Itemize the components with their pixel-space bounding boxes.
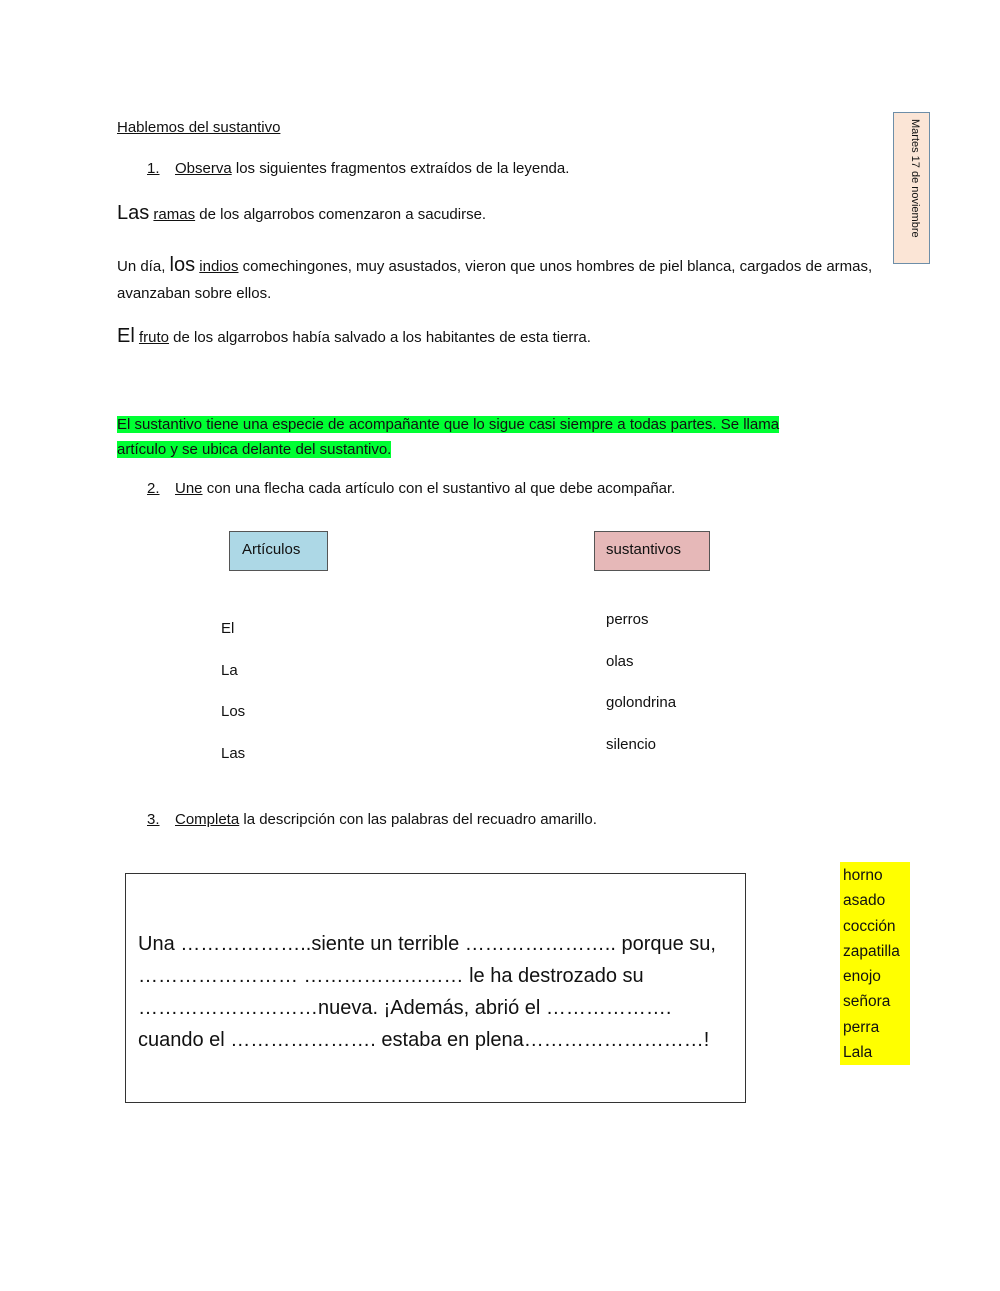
sentence-2 [117, 252, 887, 307]
article-item[interactable]: La [221, 662, 238, 679]
word-bank-item[interactable]: señora [843, 993, 891, 1011]
word-bank-item[interactable]: horno [843, 867, 883, 884]
sentence-3-rest: de los algarrobos había salvado a los habitantes de esta tierra. [168, 329, 591, 346]
question-2-text: con una flecha cada artículo con el sustantivo al que debe acompañar. [202, 480, 676, 497]
highlighted-definition-text: El sustantivo tiene una especie de acompañante que lo sigue casi siempre a todas partes. Se llama artículo y se ubica delante del sustantivo. [117, 416, 780, 458]
sentence-1 [117, 202, 486, 225]
fill-in-box [125, 873, 746, 1103]
date-label: Martes 17 de noviembre [909, 119, 921, 238]
question-1 [147, 160, 569, 177]
articles-header-box: Artículos [229, 531, 328, 571]
noun-item[interactable]: golondrina [606, 694, 677, 711]
sentence-3-noun: fruto [138, 329, 169, 346]
sentence-2-article: los [169, 254, 196, 276]
sentence-1-rest: de los algarrobos comenzaron a sacudirse. [195, 206, 487, 223]
date-label-box [893, 112, 930, 264]
word-bank-item[interactable]: cocción [843, 917, 896, 935]
page-title: Hablemos del sustantivo [117, 119, 281, 136]
sentence-2-rest: comechingones, muy asustados, vieron que unos hombres de piel blanca, cargados de armas, avanzaban sobre ellos. [117, 258, 873, 302]
fill-in-text: Una ………………..siente un terrible ………………….. porque su, …………………… …………………… le ha destrozado su ………………………nueva. ¡Además, abrió el ………………. cuando el …………………. estaba en plena………………………! [138, 933, 716, 1051]
word-bank-item[interactable]: zapatilla [843, 942, 900, 960]
noun-item[interactable]: silencio [606, 736, 657, 753]
question-3-number: 3. [147, 811, 160, 828]
question-3 [147, 811, 597, 828]
word-bank-item[interactable]: asado [843, 892, 886, 910]
word-bank-item[interactable]: enojo [843, 968, 881, 986]
word-bank-item[interactable]: Lala [843, 1044, 873, 1062]
question-1-verb: Observa [175, 160, 232, 177]
sentence-1-noun: ramas [153, 206, 196, 223]
article-item[interactable]: El [221, 620, 235, 637]
word-bank-item[interactable]: perra [843, 1018, 880, 1036]
sentence-1-article: Las [117, 202, 150, 224]
sentence-2-noun: indios [199, 258, 239, 275]
question-1-text: los siguientes fragmentos extraídos de la leyenda. [231, 160, 570, 177]
highlighted-definition [117, 412, 831, 462]
word-bank [840, 862, 910, 1065]
question-3-text: la descripción con las palabras del recuadro amarillo. [239, 811, 597, 828]
sentence-2-pre: Un día, [117, 258, 170, 275]
sentence-3-article: El [117, 325, 135, 347]
article-item[interactable]: Los [221, 703, 246, 720]
question-2-number: 2. [147, 480, 160, 497]
article-item[interactable]: Las [221, 745, 246, 762]
sentence-3 [117, 325, 591, 348]
noun-item[interactable]: perros [606, 611, 649, 628]
question-2 [147, 480, 675, 497]
nouns-header-box: sustantivos [594, 531, 710, 571]
question-1-number: 1. [147, 160, 160, 177]
noun-item[interactable]: olas [606, 653, 634, 670]
question-3-verb: Completa [175, 811, 240, 828]
question-2-verb: Une [175, 480, 203, 497]
